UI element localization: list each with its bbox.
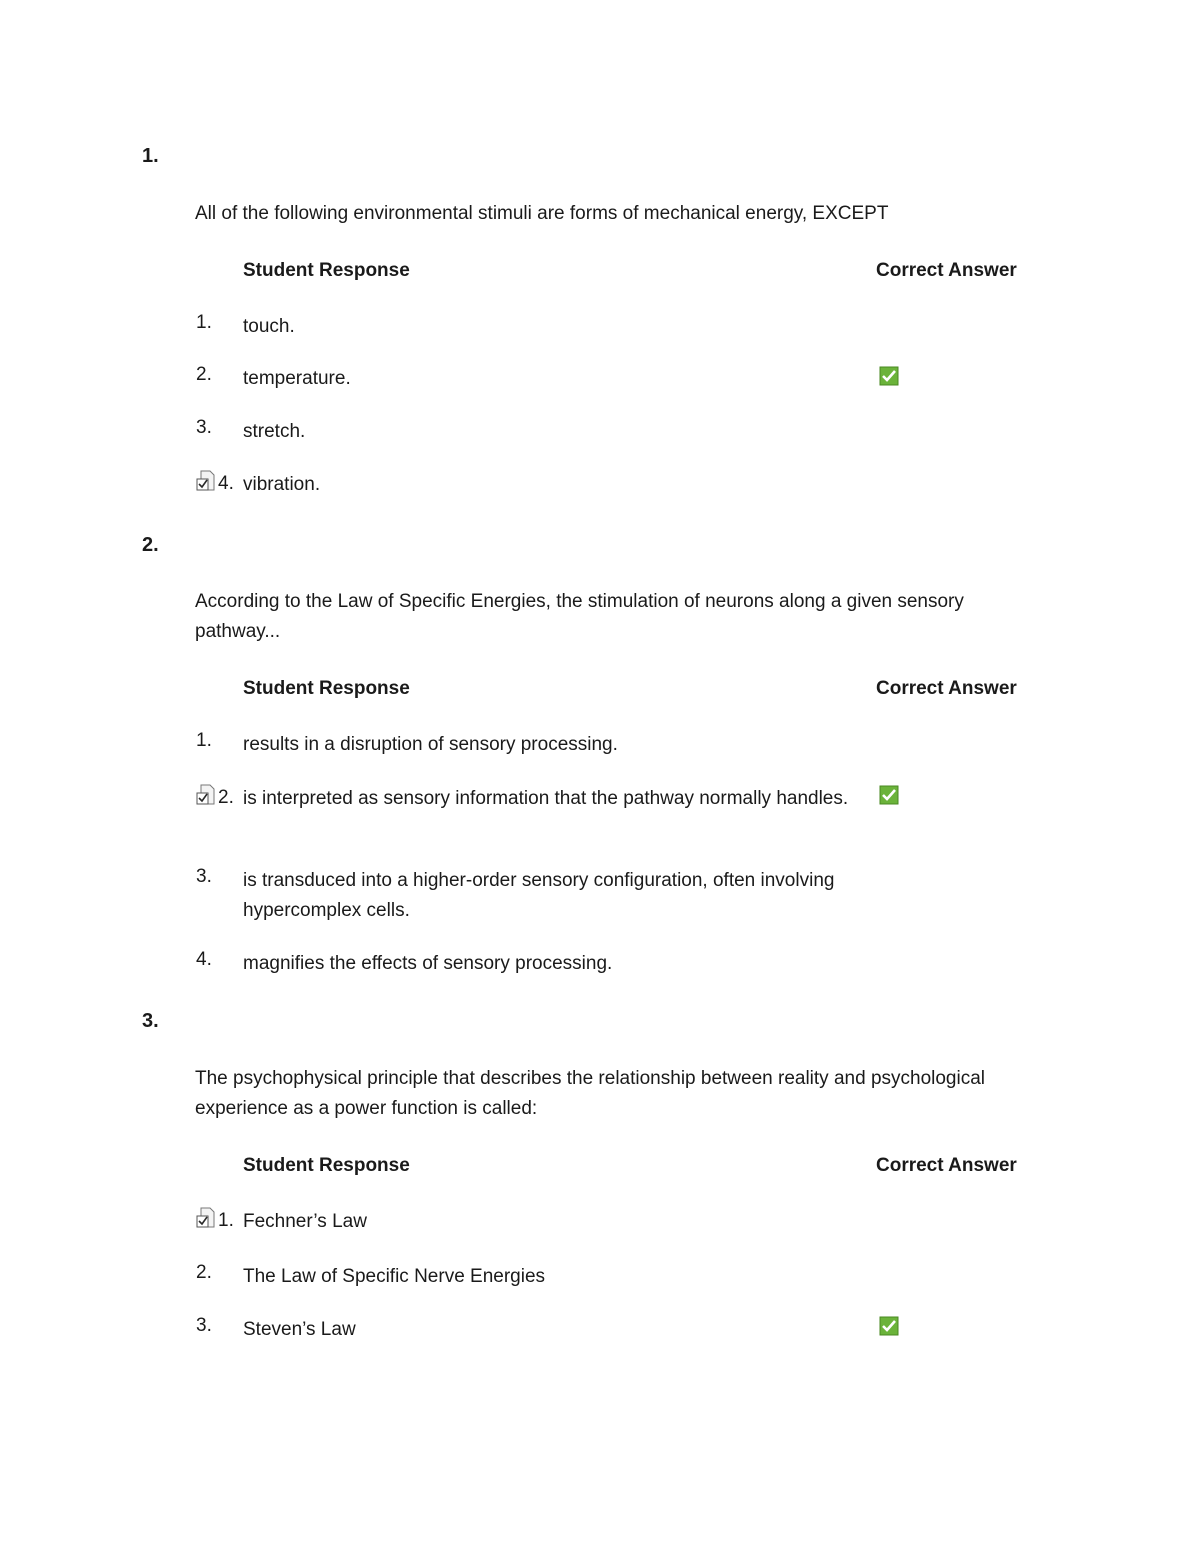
option-number [196, 1207, 242, 1232]
option-number: 4. [196, 949, 212, 970]
correct-answer-header: Correct Answer [876, 260, 1017, 281]
option-number-label: 1. [218, 1210, 234, 1231]
question-number: 2. [142, 534, 159, 556]
question-text: All of the following environmental stimuli are forms of mechanical energy, EXCEPT [195, 203, 889, 224]
option-number: 3. [196, 1315, 212, 1336]
option-number-label: 4. [218, 473, 234, 494]
student-response-header: Student Response [243, 678, 410, 699]
option-number: 2. [196, 1262, 212, 1283]
option-number: 2. [196, 364, 212, 385]
option-number-label: 2. [218, 787, 234, 808]
question-number: 1. [142, 145, 159, 167]
option-text: is transduced into a higher-order sensory configuration, often involving hypercomplex cells. [243, 870, 835, 921]
option-number: 1. [196, 730, 212, 751]
option-number: 3. [196, 866, 212, 887]
student-response-header: Student Response [243, 1155, 410, 1176]
selected-response-icon [196, 470, 216, 492]
option-text: temperature. [243, 368, 351, 389]
option-text: results in a disruption of sensory processing. [243, 734, 618, 755]
option-text: touch. [243, 316, 295, 337]
selected-response-icon [196, 1207, 216, 1229]
correct-answer-check-icon [879, 785, 899, 805]
option-text: The Law of Specific Nerve Energies [243, 1266, 546, 1287]
correct-answer-check-icon [879, 1316, 899, 1336]
option-text: is interpreted as sensory information that the pathway normally handles. [243, 788, 849, 809]
option-number: 1. [196, 312, 212, 333]
student-response-header: Student Response [243, 260, 410, 281]
correct-answer-check-icon [879, 366, 899, 386]
correct-answer-header: Correct Answer [876, 1155, 1017, 1176]
option-text: Steven’s Law [243, 1319, 356, 1340]
option-text: vibration. [243, 474, 321, 495]
question-number: 3. [142, 1010, 159, 1032]
question-text: According to the Law of Specific Energies, the stimulation of neurons along a given sensory pathway... [195, 591, 964, 642]
option-number: 3. [196, 417, 212, 438]
correct-answer-header: Correct Answer [876, 678, 1017, 699]
option-text: magnifies the effects of sensory processing. [243, 953, 613, 974]
option-text: Fechner’s Law [243, 1211, 367, 1232]
question-text: The psychophysical principle that describes the relationship between reality and psychological experience as a power function is called: [195, 1068, 986, 1119]
option-number [196, 784, 242, 809]
option-text: stretch. [243, 421, 306, 442]
option-number [196, 470, 242, 495]
selected-response-icon [196, 784, 216, 806]
